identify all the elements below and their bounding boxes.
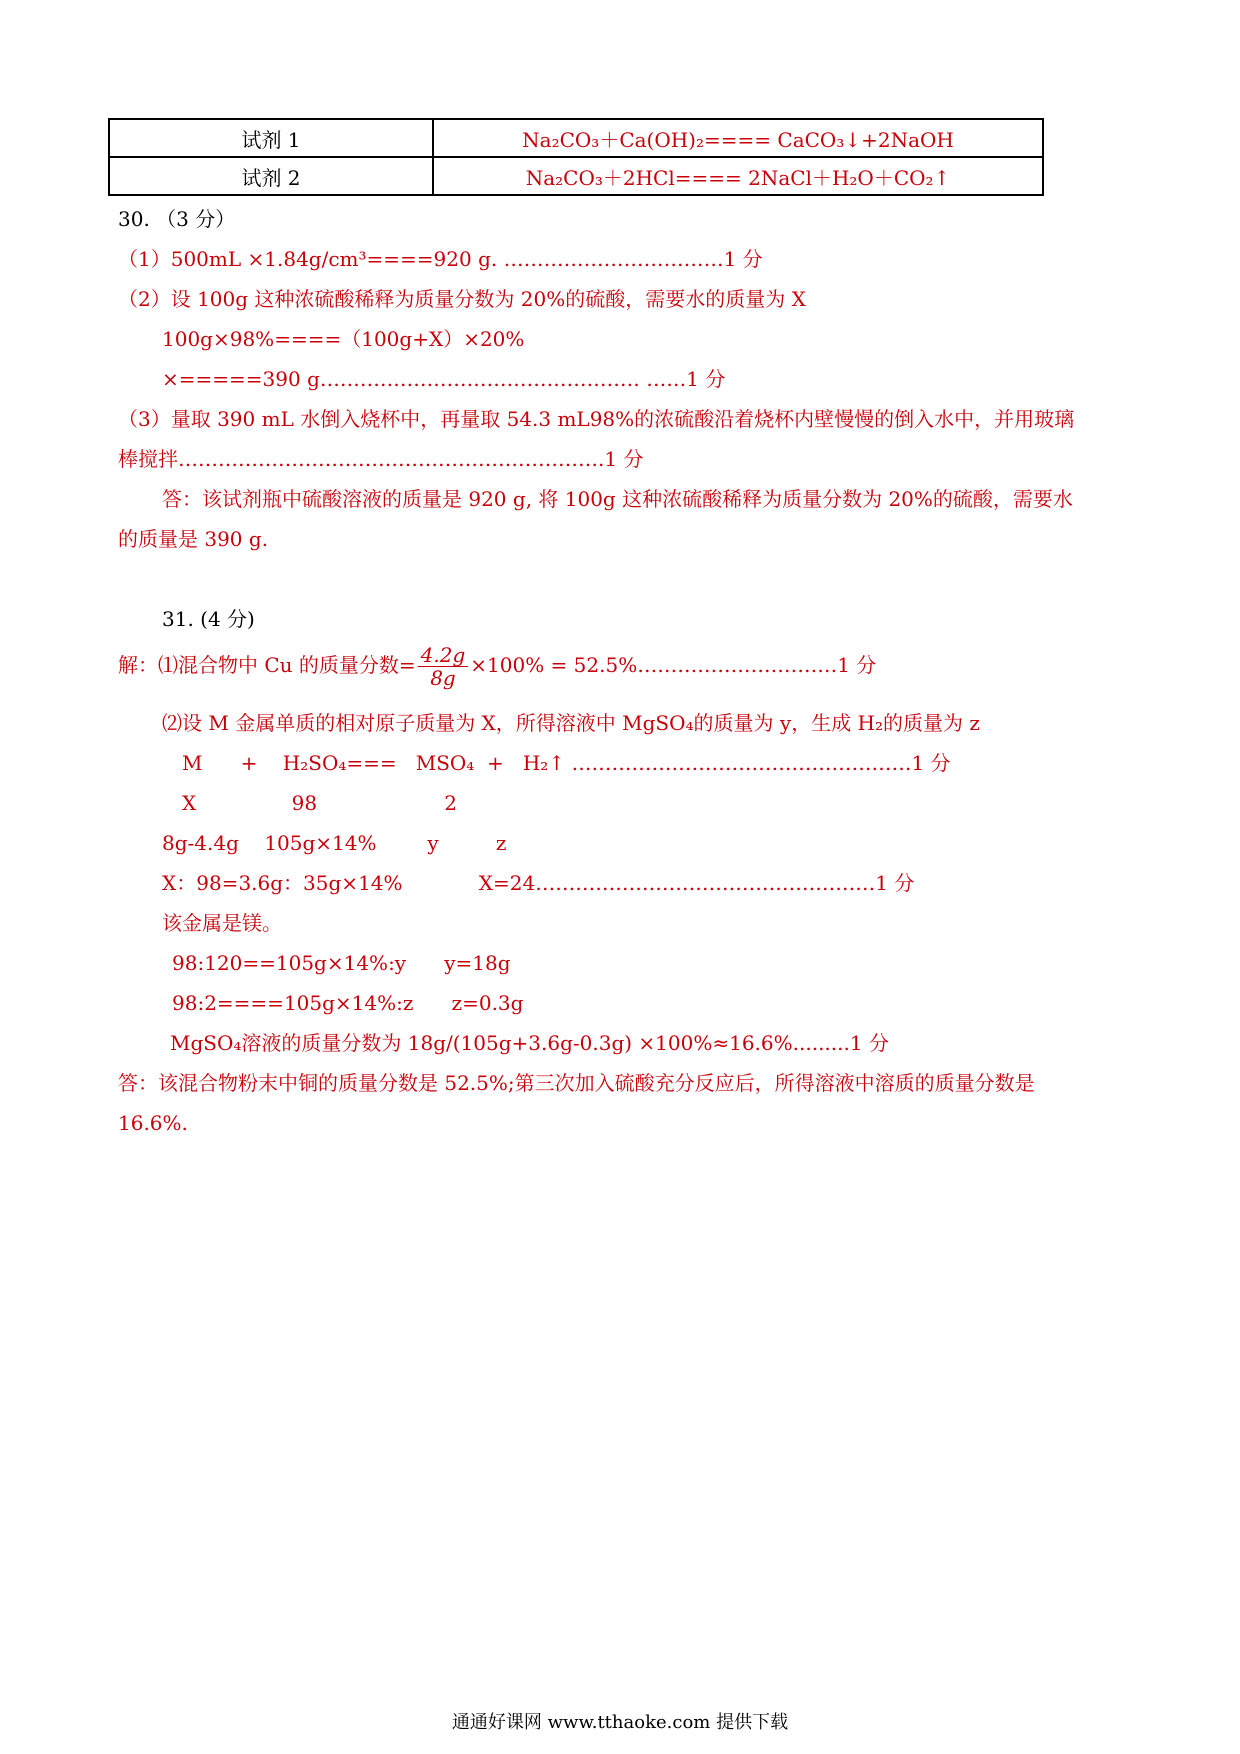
q30-answer-line1: 答：该试剂瓶中硫酸溶液的质量是 920 g, 将 100g 这种浓硫酸稀释为质量分数为 20%的硫酸，需要水 <box>162 487 1073 511</box>
q31-part1-suffix: ×100% = 52.5%…………………………1 分 <box>470 653 877 677</box>
reagent-name: 试剂 1 <box>109 119 433 157</box>
q31-answer-line2: 16.6%. <box>118 1111 188 1135</box>
reagent-equation: Na₂CO₃＋Ca(OH)₂==== CaCO₃↓+2NaOH <box>433 119 1043 157</box>
table-row <box>109 119 1043 157</box>
table-row <box>109 157 1043 195</box>
q30-part1: （1）500mL ×1.84g/cm³====920 g. ……………………………1 分 <box>118 247 763 271</box>
footer-source: 通通好课网 www.tthaoke.com 提供下载 <box>451 1712 789 1733</box>
q30-part3-line2: 棒搅拌……………………………………………………….1 分 <box>118 447 644 471</box>
q31-equation: M + H₂SO₄=== MSO₄ + H₂↑ ……………………………………………1 分 <box>182 751 951 775</box>
q31-z-calculation: 98:2====105g×14%:z z=0.3g <box>172 991 524 1015</box>
q30-answer-line2: 的质量是 390 g. <box>118 527 269 551</box>
q31-part1 <box>118 640 876 690</box>
q31-coefficients: X 98 2 <box>182 791 457 815</box>
reagent-equation: Na₂CO₃＋2HCl==== 2NaCl＋H₂O＋CO₂↑ <box>433 157 1043 195</box>
q30-part2-equation: 100g×98%====（100g+X）×20% <box>162 327 525 351</box>
q31-fraction: MgSO₄溶液的质量分数为 18g/(105g+3.6g-0.3g) ×100%≈16.6%.........1 分 <box>170 1031 889 1055</box>
q31-y-calculation: 98:120==105g×14%:y y=18g <box>172 951 511 975</box>
q31-part2: ⑵设 M 金属单质的相对原子质量为 X，所得溶液中 MgSO₄的质量为 y，生成 H₂的质量为 z <box>162 711 980 735</box>
q30-part3-line1: （3）量取 390 mL 水倒入烧杯中，再量取 54.3 mL98%的浓硫酸沿着烧杯内壁慢慢的倒入水中，并用玻璃 <box>118 407 1075 431</box>
q31-part1-prefix: 解：⑴混合物中 Cu 的质量分数= <box>118 653 416 677</box>
fraction <box>418 644 469 689</box>
q31-masses: 8g-4.4g 105g×14% y z <box>162 831 507 855</box>
q31-ratio: X：98=3.6g：35g×14% X=24……………………………………………1 分 <box>162 871 915 895</box>
reagent-table <box>108 118 1044 196</box>
q31-answer-line1: 答：该混合物粉末中铜的质量分数是 52.5%;第三次加入硫酸充分反应后，所得溶液中溶质的质量分数是 <box>118 1071 1035 1095</box>
q31-metal: 该金属是镁。 <box>162 911 282 935</box>
q31-heading: 31. (4 分) <box>162 607 255 631</box>
q30-heading: 30. （3 分） <box>118 207 236 231</box>
q30-part2: （2）设 100g 这种浓硫酸稀释为质量分数为 20%的硫酸，需要水的质量为 X <box>118 287 806 311</box>
fraction-numerator: 4.2g <box>418 644 469 667</box>
reagent-name: 试剂 2 <box>109 157 433 195</box>
q30-part2-result: ×=====390 g………………………………………… ……1 分 <box>162 367 726 391</box>
fraction-denominator: 8g <box>430 666 456 690</box>
